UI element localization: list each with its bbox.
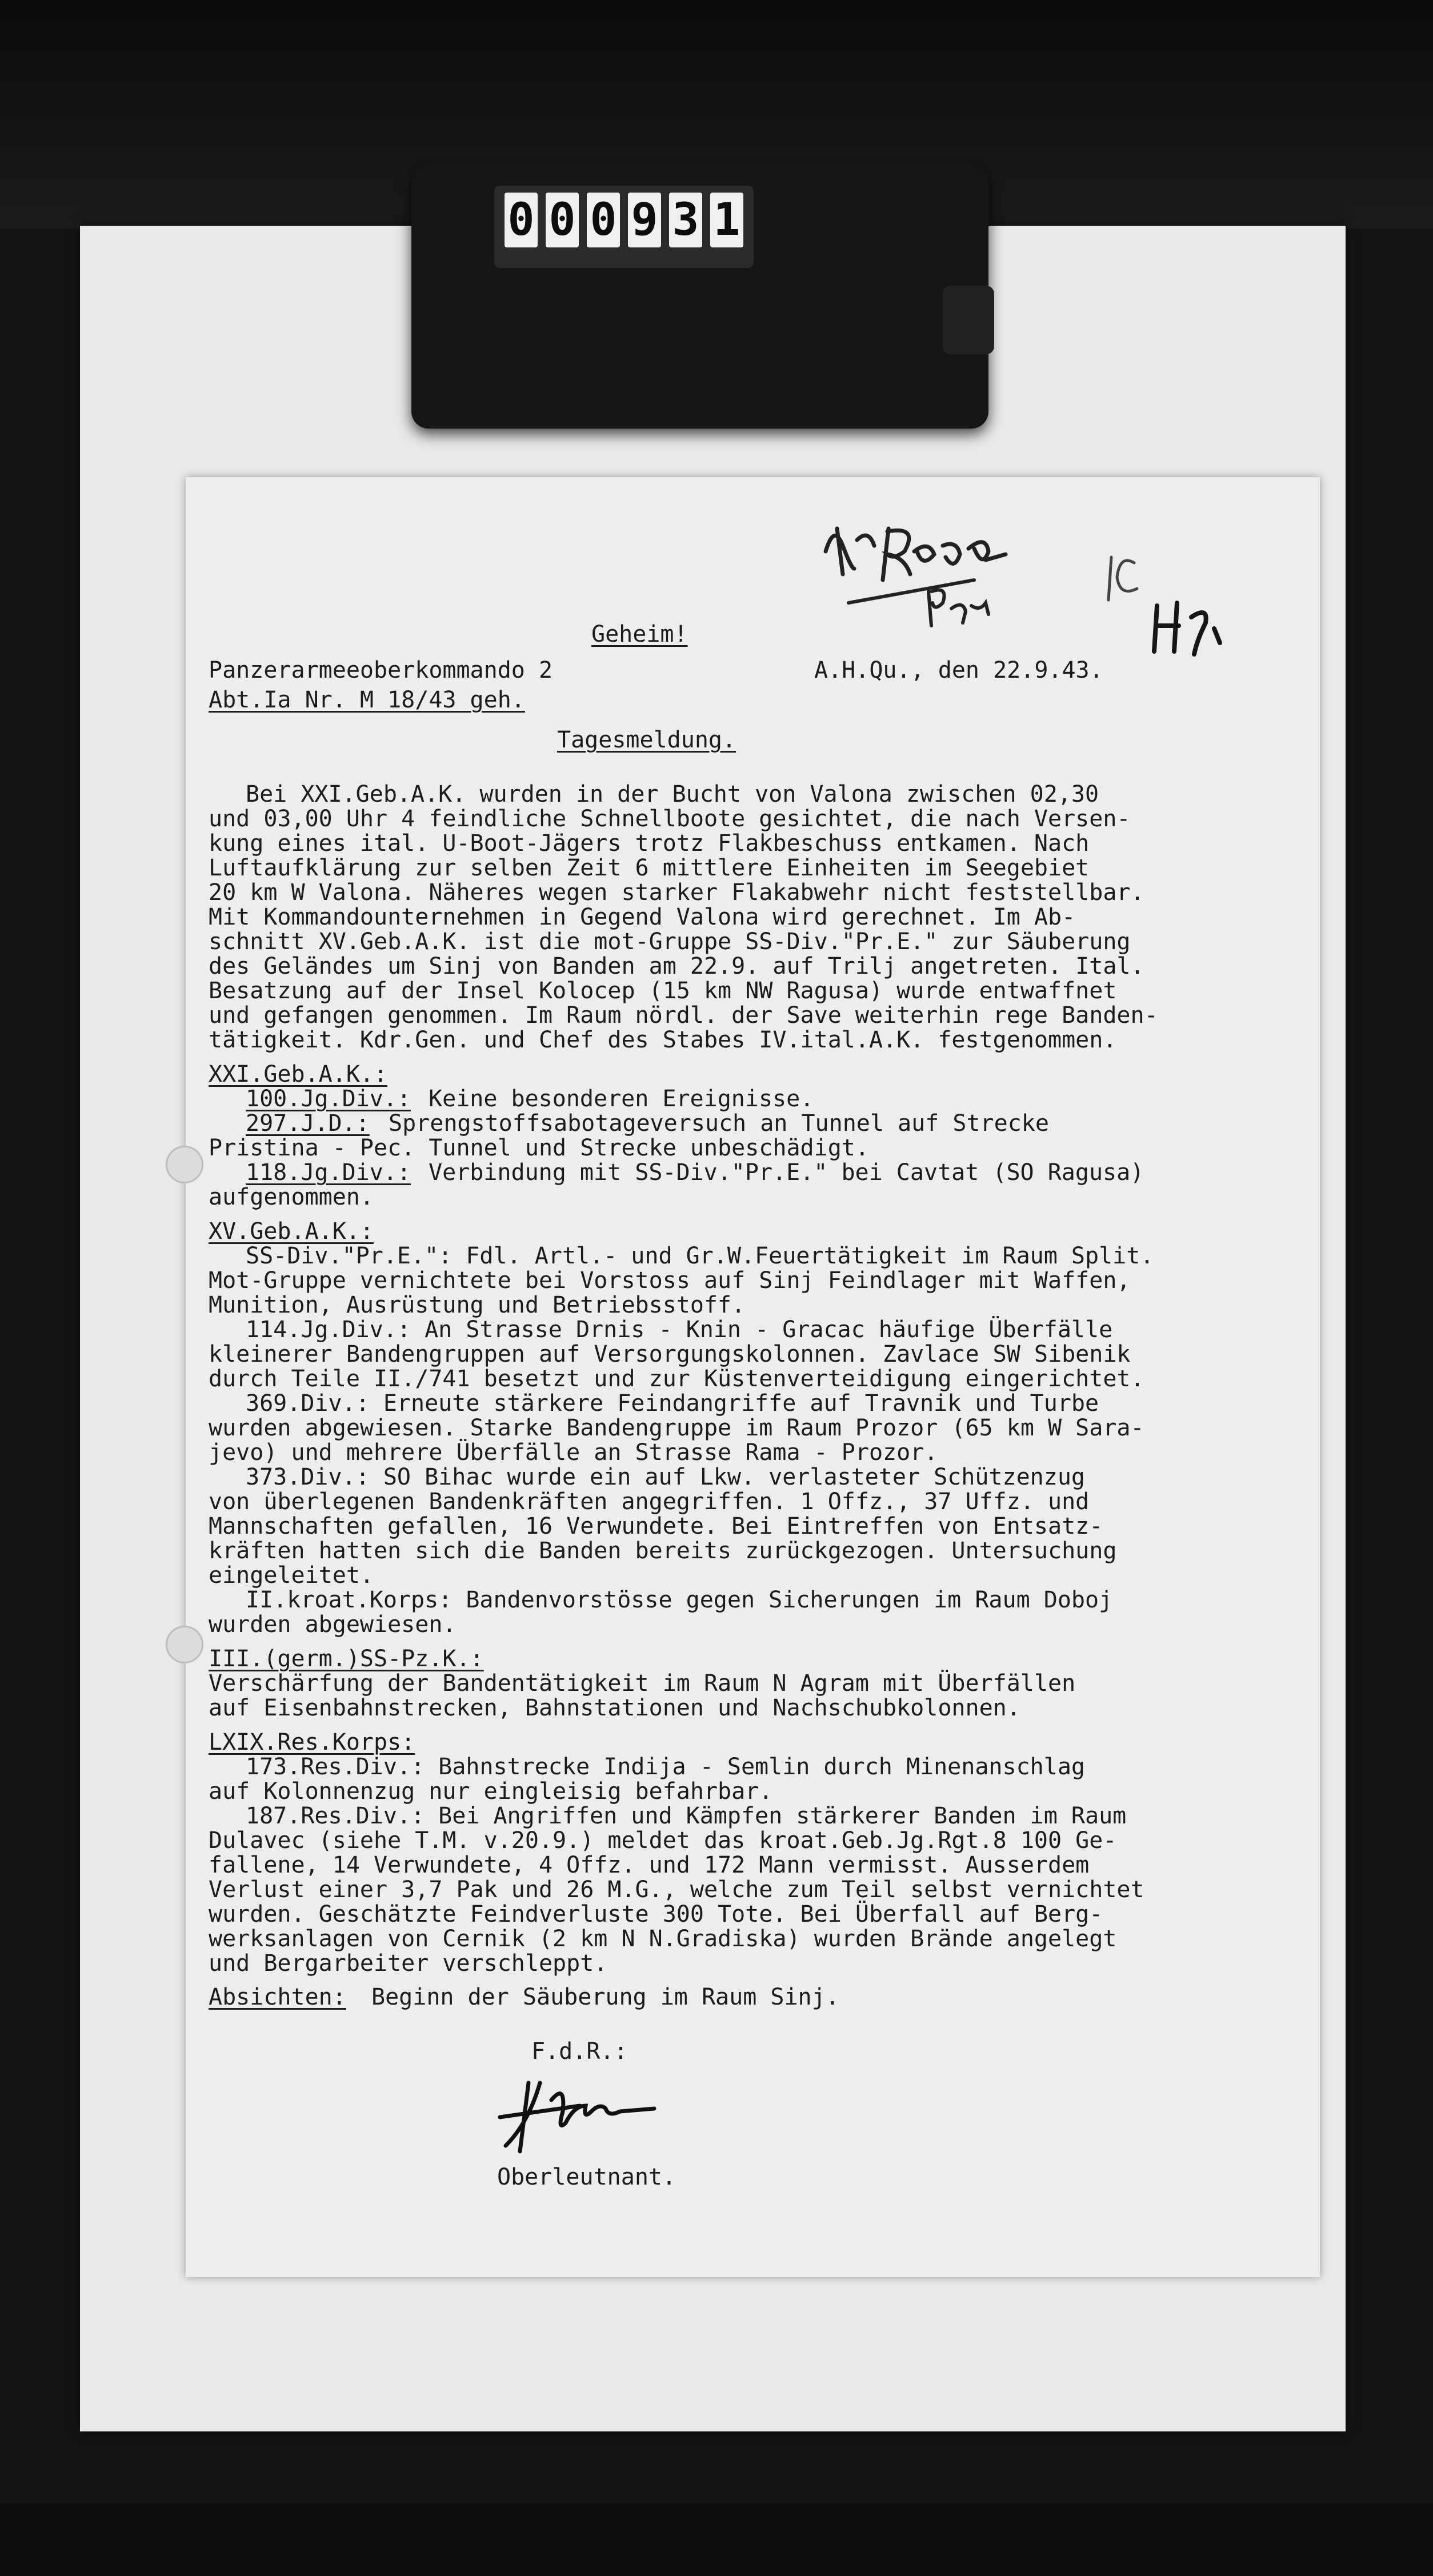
counter-digit: 9 — [628, 193, 661, 247]
intro-line: 20 km W Valona. Näheres wegen starker Flakabwehr nicht feststellbar. — [209, 879, 1144, 906]
unit-text: Pristina - Pec. Tunnel und Strecke unbeschädigt. — [209, 1135, 869, 1161]
counter-digit: 3 — [669, 193, 702, 247]
report-line: auf Kolonnenzug nur eingleisig befahrbar. — [209, 1778, 773, 1805]
counter-digit: 0 — [546, 193, 579, 247]
punch-hole — [166, 1146, 203, 1183]
counter-digit: 0 — [587, 193, 620, 247]
counter-knob — [943, 286, 994, 354]
classification-marking: Geheim! — [591, 621, 688, 647]
report-line: werksanlagen von Cernik (2 km N N.Gradiska) wurden Brände angelegt — [209, 1926, 1117, 1952]
unit-text: Verbindung mit SS-Div."Pr.E." bei Cavtat (SO Ragusa) — [429, 1159, 1144, 1186]
unit-text: Sprengstoffsabotageversuch an Tunnel auf Strecke — [389, 1110, 1049, 1137]
report-line: eingeleitet. — [209, 1562, 374, 1589]
report-line: wurden. Geschätzte Feindverluste 300 Tote. Bei Überfall auf Berg- — [209, 1901, 1103, 1927]
report-line: von überlegenen Bandenkräften angegriffen. 1 Offz., 37 Uffz. und — [209, 1489, 1090, 1515]
report-line: durch Teile II./741 besetzt und zur Küstenverteidigung eingerichtet. — [209, 1366, 1144, 1392]
intentions-text: Beginn der Säuberung im Raum Sinj. — [371, 1984, 839, 2010]
reference-number: Abt.Ia Nr. M 18/43 geh. — [209, 687, 525, 713]
section-heading-xxi: XXI.Geb.A.K.: — [209, 1061, 388, 1087]
document-title: Tagesmeldung. — [557, 727, 736, 753]
signatory-rank: Oberleutnant. — [497, 2164, 677, 2190]
counter-digit: 1 — [710, 193, 743, 247]
punch-hole — [166, 1626, 203, 1663]
report-line: Mannschaften gefallen, 16 Verwundete. Bei Eintreffen von Entsatz- — [209, 1513, 1103, 1539]
report-line: Dulavec (siehe T.M. v.20.9.) meldet das kroat.Geb.Jg.Rgt.8 100 Ge- — [209, 1827, 1117, 1854]
org-line: Panzerarmeeoberkommando 2 — [209, 657, 553, 683]
frame-counter — [494, 186, 754, 268]
unit-label: 118.Jg.Div.: — [246, 1159, 411, 1186]
intro-line: schnitt XV.Geb.A.K. ist die mot-Gruppe SS-Div."Pr.E." zur Säuberung — [209, 929, 1131, 955]
report-line: kleinerer Bandengruppen auf Versorgungskolonnen. Zavlace SW Sibenik — [209, 1341, 1131, 1367]
section-heading-lxix: LXIX.Res.Korps: — [209, 1729, 415, 1755]
report-line: kräften hatten sich die Banden bereits zurückgezogen. Untersuchung — [209, 1538, 1117, 1564]
place-date: A.H.Qu., den 22.9.43. — [814, 657, 1103, 683]
report-line: 187.Res.Div.: Bei Angriffen und Kämpfen stärkerer Banden im Raum — [246, 1803, 1127, 1829]
section-heading-xv: XV.Geb.A.K.: — [209, 1218, 374, 1245]
report-line: II.kroat.Korps: Bandenvorstösse gegen Sicherungen im Raum Doboj — [246, 1587, 1113, 1613]
film-border-bottom — [0, 2503, 1433, 2576]
intro-line: und gefangen genommen. Im Raum nördl. der Save weiterhin rege Banden- — [209, 1002, 1158, 1029]
report-line: auf Eisenbahnstrecken, Bahnstationen und Nachschubkolonnen. — [209, 1695, 1020, 1721]
intro-line: Besatzung auf der Insel Kolocep (15 km NW Ragusa) wurde entwaffnet — [209, 978, 1117, 1004]
report-line: SS-Div."Pr.E.": Fdl. Artl.- und Gr.W.Feuertätigkeit im Raum Split. — [246, 1243, 1154, 1269]
intentions-label: Absichten: — [209, 1984, 346, 2010]
unit-text: aufgenommen. — [209, 1184, 374, 1210]
intro-line: Luftaufklärung zur selben Zeit 6 mittlere Einheiten im Seegebiet — [209, 855, 1090, 881]
report-line: 173.Res.Div.: Bahnstrecke Indija - Semlin durch Minenanschlag — [246, 1754, 1086, 1780]
report-line: jevo) und mehrere Überfälle an Strasse Rama - Prozor. — [209, 1439, 938, 1466]
intro-line: und 03,00 Uhr 4 feindliche Schnellboote gesichtet, die nach Versen- — [209, 806, 1131, 832]
intro-line: Mit Kommandounternehmen in Gegend Valona wird gerechnet. Im Ab- — [209, 904, 1076, 930]
report-line: Verlust einer 3,7 Pak und 26 M.G., welche zum Teil selbst vernichtet — [209, 1877, 1144, 1903]
handwritten-initials — [1146, 594, 1243, 657]
document-page — [186, 477, 1320, 2277]
report-line: 373.Div.: SO Bihac wurde ein auf Lkw. verlasteter Schützenzug — [246, 1464, 1086, 1490]
report-line: Munition, Ausrüstung und Betriebsstoff. — [209, 1292, 746, 1318]
report-line: und Bergarbeiter verschleppt. — [209, 1950, 608, 1977]
fdr-label: F.d.R.: — [531, 2038, 628, 2065]
report-line: Verschärfung der Bandentätigkeit im Raum N Agram mit Überfällen — [209, 1670, 1076, 1697]
unit-label: 100.Jg.Div.: — [246, 1086, 411, 1112]
report-line: fallene, 14 Verwundete, 4 Offz. und 172 Mann vermisst. Ausserdem — [209, 1852, 1090, 1878]
report-line: 369.Div.: Erneute stärkere Feindangriffe auf Travnik und Turbe — [246, 1390, 1099, 1417]
unit-text: Keine besonderen Ereignisse. — [429, 1086, 814, 1112]
report-line: 114.Jg.Div.: An Strasse Drnis - Knin - Gracac häufige Überfälle — [246, 1317, 1113, 1343]
intro-line: des Geländes um Sinj von Banden am 22.9. auf Trilj angetreten. Ital. — [209, 953, 1144, 979]
report-line: Mot-Gruppe vernichtete bei Vorstoss auf Sinj Feindlager mit Waffen, — [209, 1267, 1131, 1294]
counter-digit: 0 — [505, 193, 538, 247]
section-heading-iii: III.(germ.)SS-Pz.K.: — [209, 1646, 484, 1672]
handwritten-signature — [489, 2060, 751, 2163]
report-line: wurden abgewiesen. — [209, 1611, 457, 1638]
unit-label: 297.J.D.: — [246, 1110, 370, 1137]
report-line: wurden abgewiesen. Starke Bandengruppe im Raum Prozor (65 km W Sara- — [209, 1415, 1144, 1441]
intro-line: kung eines ital. U-Boot-Jägers trotz Flakbeschuss entkamen. Nach — [209, 830, 1090, 857]
intro-line: Bei XXI.Geb.A.K. wurden in der Bucht von Valona zwischen 02,30 — [246, 781, 1099, 807]
intro-line: tätigkeit. Kdr.Gen. und Chef des Stabes IV.ital.A.K. festgenommen. — [209, 1027, 1117, 1053]
